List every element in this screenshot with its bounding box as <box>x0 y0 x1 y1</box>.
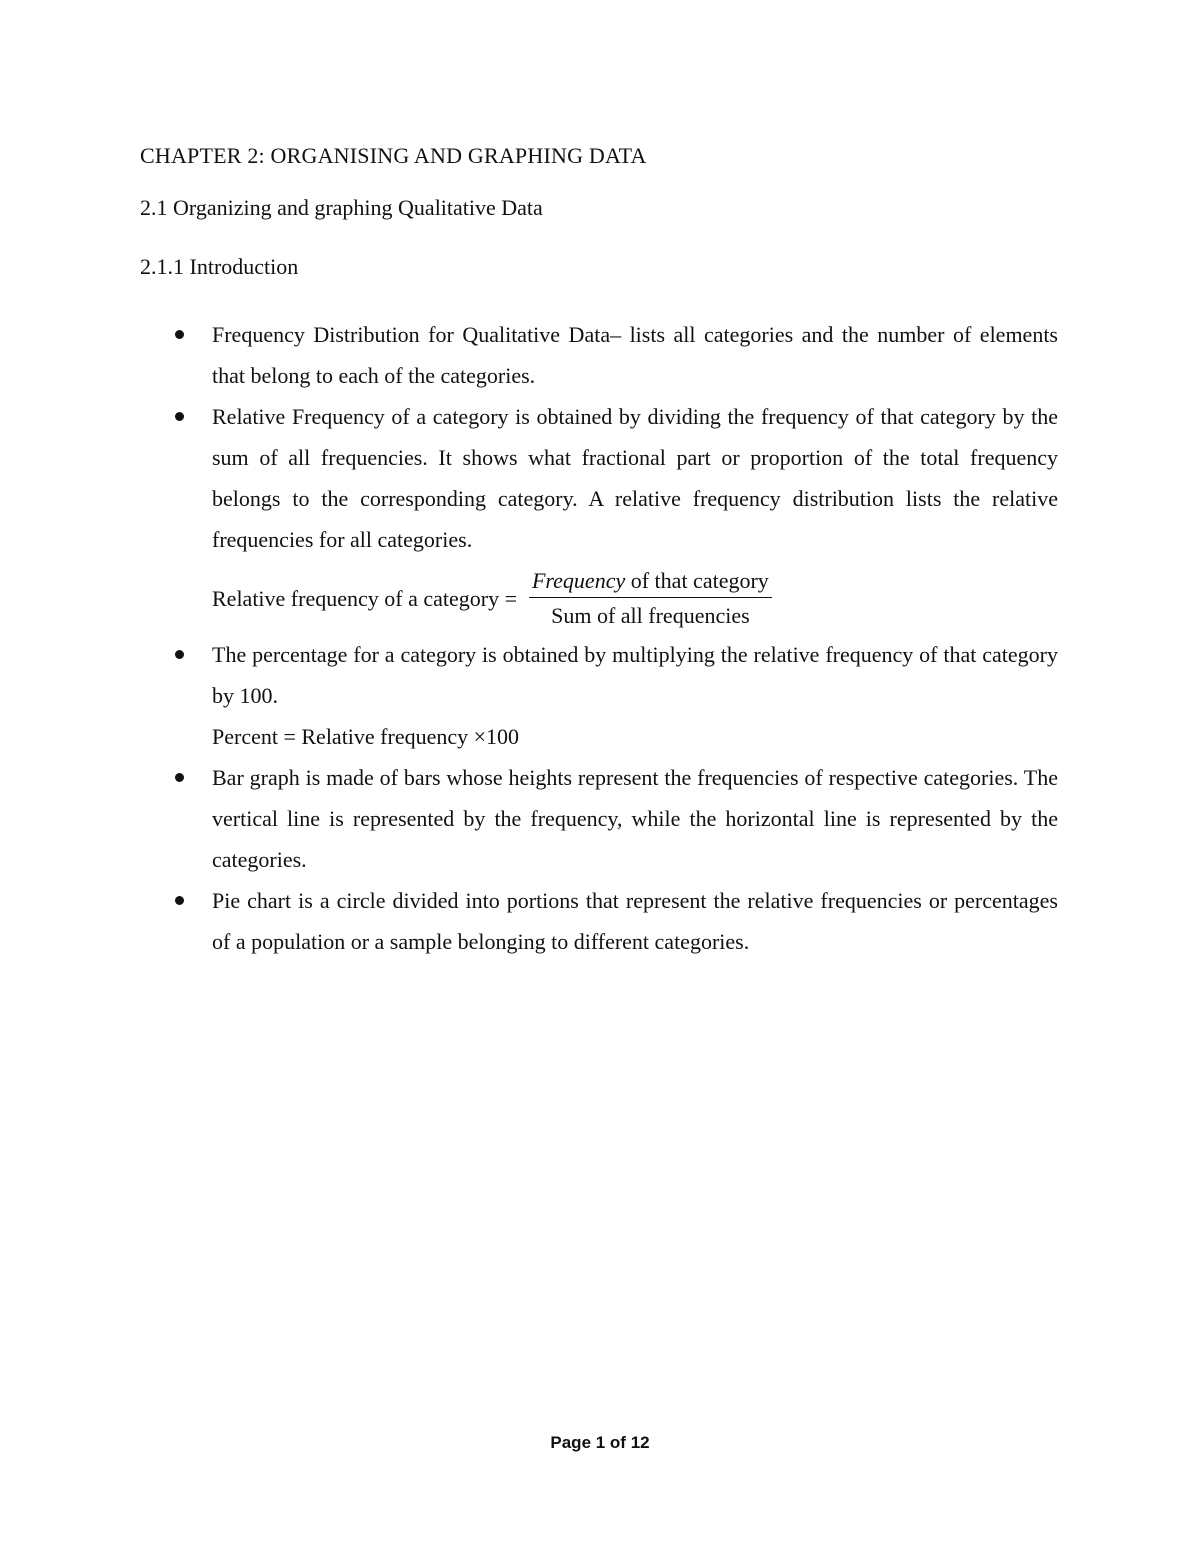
bullet-text: Bar graph is made of bars whose heights represent the frequencies of respective categories. The vertical line is represented by the frequency, while the horizontal line is represented by the categories. <box>212 765 1058 872</box>
list-item <box>212 396 1058 634</box>
bullet-text: Relative Frequency of a category is obtained by dividing the frequency of that category by the sum of all frequencies. It shows what fractional part or proportion of the total frequency belongs to the corresponding category. A relative frequency distribution lists the relative frequencies for all categories. <box>212 404 1058 552</box>
bullet-text: Frequency Distribution for Qualitative Data– lists all categories and the number of elements that belong to each of the categories. <box>212 322 1058 388</box>
section-title: 2.1 Organizing and graphing Qualitative Data <box>140 195 543 220</box>
bullet-dot-icon <box>175 896 184 905</box>
page-footer: Page 1 of 12 <box>550 1433 650 1452</box>
percent-formula: Percent = Relative frequency ×100 <box>212 724 520 749</box>
bullet-dot-icon <box>175 330 184 339</box>
list-item <box>212 314 1058 396</box>
subsection-title: 2.1.1 Introduction <box>140 254 299 279</box>
numerator-rest: of that category <box>625 567 769 593</box>
fraction-numerator <box>529 567 772 598</box>
list-item <box>212 880 1058 962</box>
bullet-dot-icon <box>175 650 184 659</box>
numerator-italic: Frequency <box>531 567 626 593</box>
relative-frequency-formula <box>212 562 1058 634</box>
formula-fraction <box>529 567 772 630</box>
formula-label: Relative frequency of a category = <box>212 585 517 611</box>
list-item <box>212 634 1058 757</box>
bullet-text: The percentage for a category is obtained by multiplying the relative frequency of that category by 100. <box>212 642 1058 708</box>
chapter-title: CHAPTER 2: ORGANISING AND GRAPHING DATA <box>140 143 647 168</box>
bullet-dot-icon <box>175 412 184 421</box>
list-item <box>212 757 1058 880</box>
bullet-list <box>212 314 1058 962</box>
bullet-dot-icon <box>175 773 184 782</box>
bullet-text: Pie chart is a circle divided into portions that represent the relative frequencies or percentages of a population or a sample belonging to different categories. <box>212 888 1058 954</box>
fraction-denominator: Sum of all frequencies <box>551 602 750 628</box>
